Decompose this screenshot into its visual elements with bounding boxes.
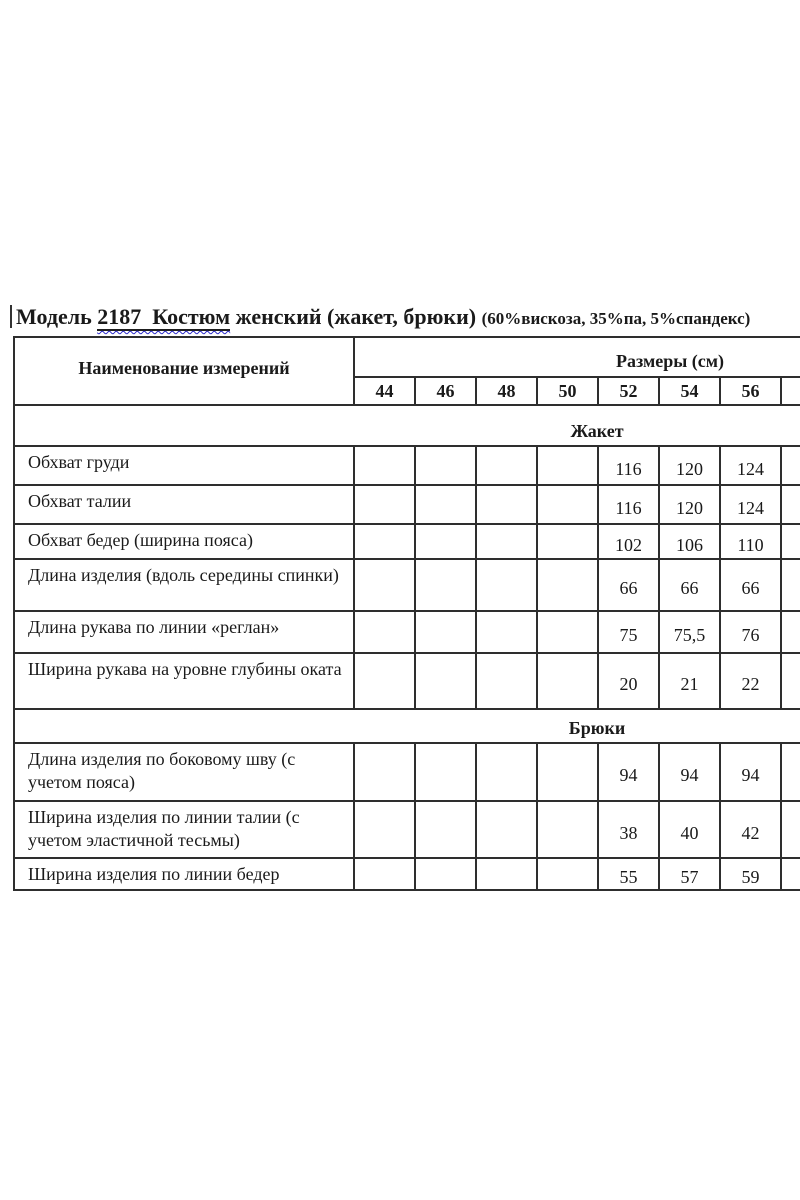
value-cell (781, 446, 800, 485)
value-cell: 76 (720, 611, 781, 653)
table-row (14, 485, 800, 524)
value-cell (415, 801, 476, 858)
measurement-label: Ширина рукава на уровне глубины оката (14, 653, 354, 709)
value-cell (476, 743, 537, 801)
value-cell (781, 801, 800, 858)
table-row (14, 446, 800, 485)
title-rest: женский (жакет, брюки) (230, 304, 482, 329)
table-row (14, 858, 800, 890)
value-cell: 55 (598, 858, 659, 890)
value-cell: 116 (598, 485, 659, 524)
section-band-row (14, 709, 800, 743)
size-header-cell: 44 (354, 377, 415, 405)
value-cell (354, 611, 415, 653)
value-cell (354, 446, 415, 485)
value-cell: 38 (598, 801, 659, 858)
value-cell (537, 524, 598, 559)
size-header-cell: 56 (720, 377, 781, 405)
value-cell (537, 485, 598, 524)
value-cell (781, 485, 800, 524)
measurement-label: Длина рукава по линии «реглан» (14, 611, 354, 653)
value-cell (476, 446, 537, 485)
value-cell (537, 743, 598, 801)
page-title (16, 303, 750, 333)
size-chart-table (13, 336, 800, 891)
value-cell (476, 485, 537, 524)
sizes-group-header-text: Размеры (см) (615, 351, 725, 371)
value-cell (537, 801, 598, 858)
size-header-cell: 48 (476, 377, 537, 405)
value-cell: 21 (659, 653, 720, 709)
section-band-jacket-text: Жакет (570, 421, 624, 441)
section-band-trousers-text: Брюки (568, 718, 626, 738)
value-cell (537, 446, 598, 485)
value-cell: 102 (598, 524, 659, 559)
value-cell: 94 (720, 743, 781, 801)
value-cell: 116 (598, 446, 659, 485)
value-cell (415, 653, 476, 709)
sizes-group-header (354, 337, 800, 377)
size-header-cell: 52 (598, 377, 659, 405)
value-cell (781, 524, 800, 559)
value-cell (781, 611, 800, 653)
value-cell (354, 801, 415, 858)
title-prefix: Модель (16, 304, 98, 329)
size-header-cell: 54 (659, 377, 720, 405)
text-cursor-caret (10, 305, 12, 328)
value-cell (537, 611, 598, 653)
value-cell (537, 858, 598, 890)
measurement-label: Обхват бедер (ширина пояса) (14, 524, 354, 559)
value-cell (781, 559, 800, 611)
value-cell (537, 559, 598, 611)
size-header-cell: 50 (537, 377, 598, 405)
value-cell: 66 (720, 559, 781, 611)
title-model-underlined: 2187 Костюм (97, 304, 231, 329)
value-cell (415, 446, 476, 485)
value-cell (781, 858, 800, 890)
table-row (14, 524, 800, 559)
section-band-jacket (14, 405, 800, 446)
section-band-row (14, 405, 800, 446)
value-cell: 20 (598, 653, 659, 709)
value-cell (354, 858, 415, 890)
measurement-label: Обхват талии (14, 485, 354, 524)
table-row (14, 743, 800, 801)
value-cell: 59 (720, 858, 781, 890)
value-cell: 22 (720, 653, 781, 709)
value-cell (476, 801, 537, 858)
value-cell (354, 524, 415, 559)
value-cell: 94 (659, 743, 720, 801)
value-cell (415, 611, 476, 653)
value-cell: 75 (598, 611, 659, 653)
size-header-cell: 46 (415, 377, 476, 405)
measurement-label: Длина изделия по боковому шву (с учетом пояса) (14, 743, 354, 801)
value-cell: 42 (720, 801, 781, 858)
measurement-label: Ширина изделия по линии бедер (14, 858, 354, 890)
value-cell (354, 559, 415, 611)
table-row (14, 611, 800, 653)
value-cell (476, 559, 537, 611)
value-cell (415, 858, 476, 890)
value-cell: 106 (659, 524, 720, 559)
measurement-label: Обхват груди (14, 446, 354, 485)
measurement-label: Ширина изделия по линии талии (с учетом эластичной тесьмы) (14, 801, 354, 858)
value-cell (415, 559, 476, 611)
header-row (14, 337, 800, 377)
value-cell: 110 (720, 524, 781, 559)
value-cell: 120 (659, 485, 720, 524)
value-cell: 40 (659, 801, 720, 858)
value-cell (781, 653, 800, 709)
value-cell (476, 653, 537, 709)
value-cell (415, 743, 476, 801)
size-header-cell (781, 377, 800, 405)
value-cell: 75,5 (659, 611, 720, 653)
table-row (14, 559, 800, 611)
value-cell (415, 524, 476, 559)
value-cell (537, 653, 598, 709)
value-cell (354, 485, 415, 524)
value-cell (781, 743, 800, 801)
value-cell: 124 (720, 446, 781, 485)
value-cell: 120 (659, 446, 720, 485)
value-cell (476, 611, 537, 653)
value-cell: 94 (598, 743, 659, 801)
section-band-trousers (14, 709, 800, 743)
value-cell (354, 743, 415, 801)
table-row (14, 801, 800, 858)
value-cell: 57 (659, 858, 720, 890)
name-column-header: Наименование измерений (14, 337, 354, 405)
value-cell (354, 653, 415, 709)
value-cell (476, 858, 537, 890)
value-cell: 124 (720, 485, 781, 524)
table-row (14, 653, 800, 709)
title-composition: (60%вискоза, 35%па, 5%спандекс) (481, 309, 751, 328)
value-cell: 66 (598, 559, 659, 611)
value-cell (476, 524, 537, 559)
value-cell: 66 (659, 559, 720, 611)
value-cell (415, 485, 476, 524)
measurement-label: Длина изделия (вдоль середины спинки) (14, 559, 354, 611)
